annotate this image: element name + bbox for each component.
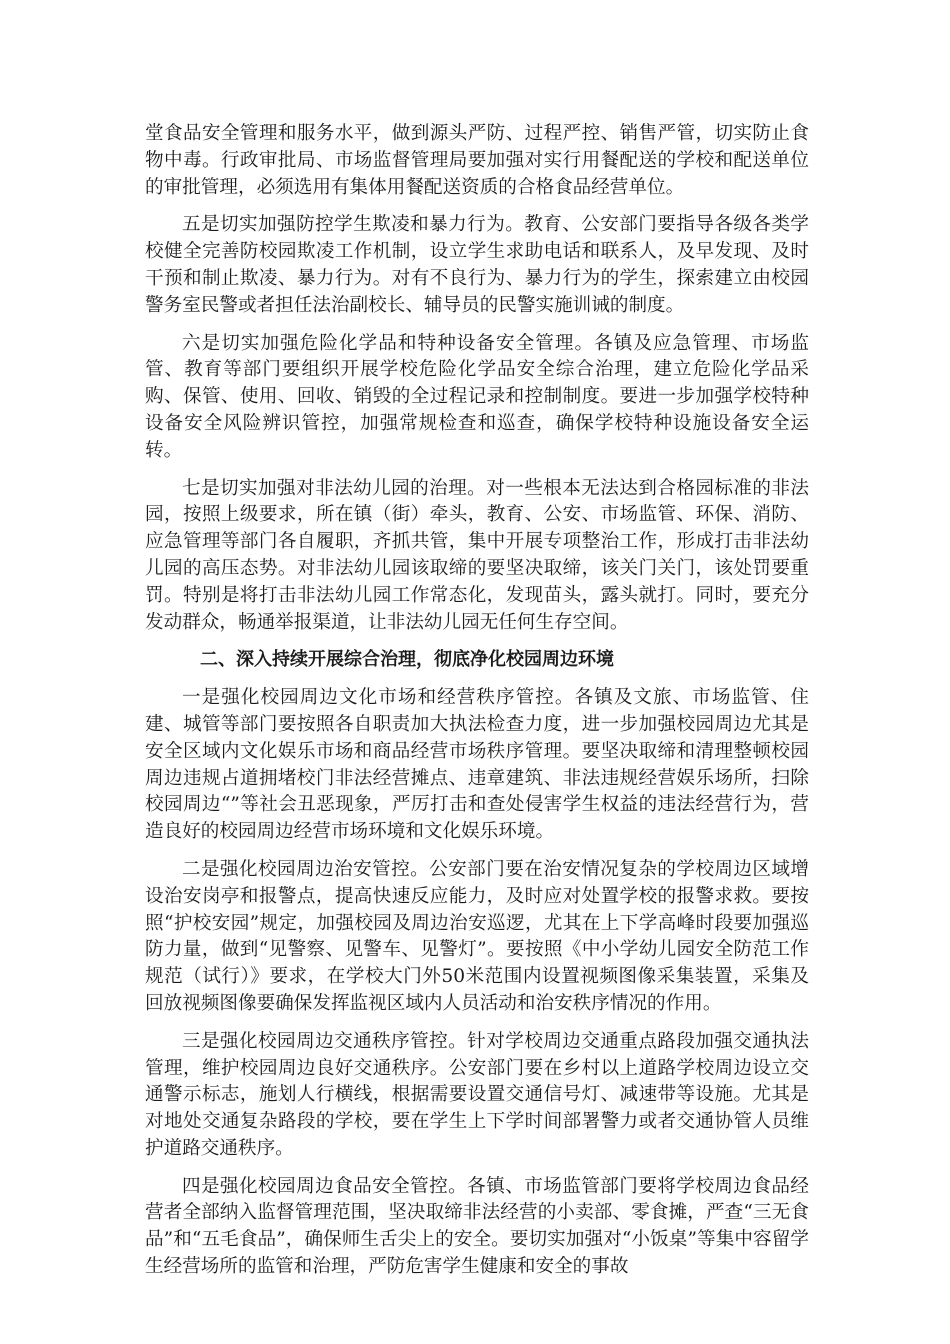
paragraph-continuation: 堂食品安全管理和服务水平，做到源头严防、过程严控、销售严管，切实防止食物中毒。行政审批局、市场监督管理局要加强对实行用餐配送的学校和配送单位的审批管理，必须选用有集体用餐配送资质的合格食品经营单位。 xyxy=(145,123,809,198)
paragraph-hazardous-chemicals: 六是切实加强危险化学品和特种设备安全管理。各镇及应急管理、市场监管、教育等部门要组织开展学校危险化学品安全综合治理，建立危险化学品采购、保管、使用、回收、销毁的全过程记录和控制制度。要进一步加强学校特种设备安全风险辨识管控，加强常规检查和巡查，确保学校特种设施设备安全运转。 xyxy=(145,332,809,461)
paragraph-illegal-kindergartens: 七是切实加强对非法幼儿园的治理。对一些根本无法达到合格园标准的非法园，按照上级要求，所在镇（街）牵头，教育、公安、市场监管、环保、消防、应急管理等部门各自履职，齐抓共管，集中开展专项整治工作，形成打击非法幼儿园的高压态势。对非法幼儿园该取缔的要坚决取缔，该关门关门，该处罚要重罚。特别是将打击非法幼儿园工作常态化，发现苗头，露头就打。同时，要充分发动群众，畅通举报渠道，让非法幼儿园无任何生存空间。 xyxy=(145,477,809,633)
section-heading: 二、深入持续开展综合治理，彻底净化校园周边环境 xyxy=(200,649,614,671)
document-page xyxy=(145,121,809,1292)
paragraph-food-safety: 四是强化校园周边食品安全管控。各镇、市场监管部门要将学校周边食品经营者全部纳入监督管理范围，坚决取缔非法经营的小卖部、零食摊，严查“三无食品”和“五毛食品”，确保师生舌尖上的安全。要切实加强对“小饭桌”等集中容留学生经营场所的监管和治理，严防危害学生健康和安全的事故 xyxy=(145,1175,809,1278)
paragraph-public-security: 二是强化校园周边治安管控。公安部门要在治安情况复杂的学校周边区域增设治安岗亭和报警点，提高快速反应能力，及时应对处置学校的报警求救。要按照“护校安园”规定，加强校园及周边治安巡逻，尤其在上下学高峰时段要加强巡防力量，做到“见警察、见警车、见警灯”。要按照《中小学幼儿园安全防范工作规范（试行）》要求，在学校大门外50米范围内设置视频图像采集装置，采集及回放视频图像要确保发挥监视区域内人员活动和治安秩序情况的作用。 xyxy=(145,858,809,1014)
paragraph-traffic-order: 三是强化校园周边交通秩序管控。针对学校周边交通重点路段加强交通执法管理，维护校园周边良好交通秩序。公安部门要在乡村以上道路学校周边设立交通警示标志，施划人行横线，根据需要设置交通信号灯、减速带等设施。尤其是对地处交通复杂路段的学校，要在学生上下学时间部署警力或者交通协管人员维护道路交通秩序。 xyxy=(145,1030,809,1159)
paragraph-culture-market: 一是强化校园周边文化市场和经营秩序管控。各镇及文旅、市场监管、住建、城管等部门要按照各自职责加大执法检查力度，进一步加强校园周边尤其是安全区域内文化娱乐市场和商品经营市场秩序管理。要坚决取缔和清理整顿校园周边违规占道拥堵校门非法经营摊点、违章建筑、非法违规经营娱乐场所，扫除校园周边“”等社会丑恶现象，严厉打击和查处侵害学生权益的违法经营行为，营造良好的校园周边经营市场环境和文化娱乐环境。 xyxy=(145,687,809,843)
paragraph-anti-bullying: 五是切实加强防控学生欺凌和暴力行为。教育、公安部门要指导各级各类学校健全完善防校园欺凌工作机制，设立学生求助电话和联系人，及早发现、及时干预和制止欺凌、暴力行为。对有不良行为、暴力行为的学生，探索建立由校园警务室民警或者担任法治副校长、辅导员的民警实施训诫的制度。 xyxy=(145,214,809,316)
